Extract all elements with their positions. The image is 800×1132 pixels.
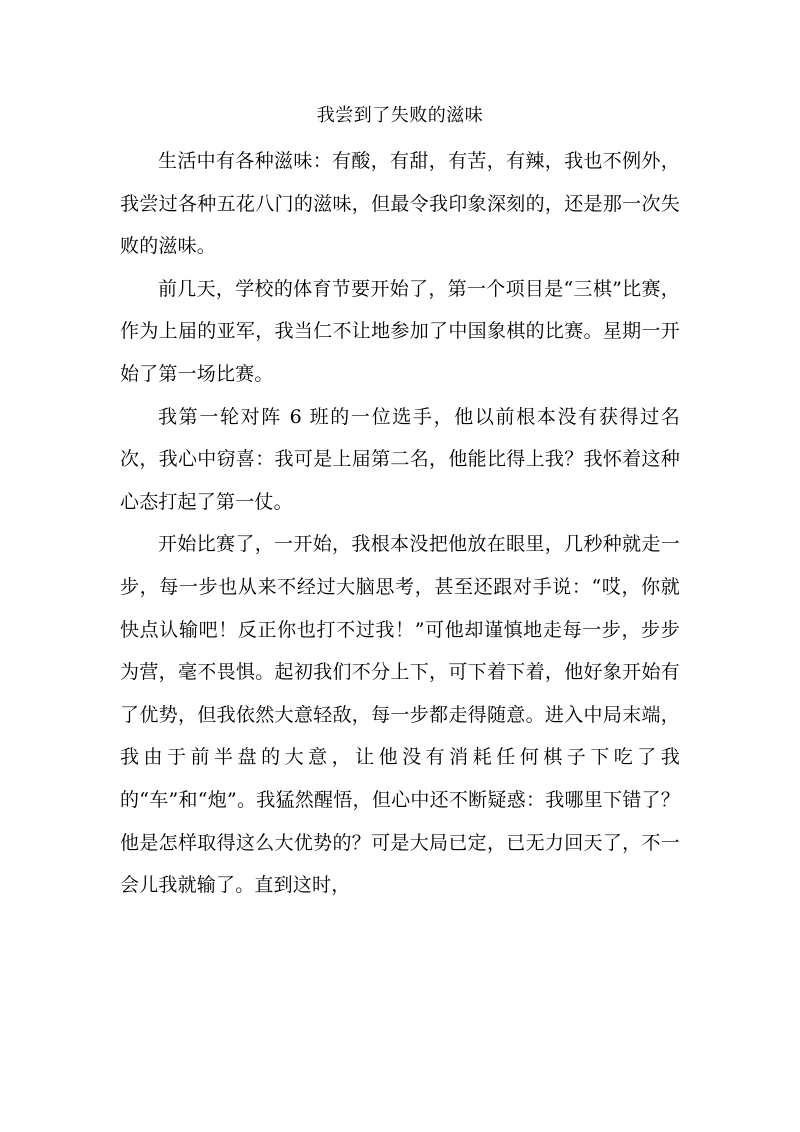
paragraph-1: 生活中有各种滋味：有酸，有甜，有苦，有辣，我也不例外，我尝过各种五花八门的滋味，但最令我印象深刻的，还是那一次失败的滋味。 — [120, 150, 680, 258]
document-title: 我尝到了失败的滋味 — [316, 105, 484, 126]
paragraph-2: 前几天，学校的体育节要开始了，第一个项目是“三棋”比赛，作为上届的亚军，我当仁不让地参加了中国象棋的比赛。星期一开始了第一场比赛。 — [120, 277, 680, 385]
paragraph-4: 开始比赛了，一开始，我根本没把他放在眼里，几秒种就走一步，每一步也从来不经过大脑思考，甚至还跟对手说：“哎，你就快点认输吧！反正你也打不过我！”可他却谨慎地走每一步，步步为营，毫不畏惧。起初我们不分上下，可下着下着，他好象开始有了优势，但我依然大意轻敌，每一步都走得随意。进入中局末端，我由于前半盘的大意，让他没有消耗任何棋子下吃了我的“车”和“炮”。我猛然醒悟，但心中还不断疑惑：我哪里下错了？他是怎样取得这么大优势的？可是大局已定，已无力回天了，不一会儿我就输了。直到这时， — [120, 533, 680, 897]
document-body — [120, 140, 680, 907]
paragraph-3: 我第一轮对阵 6 班的一位选手，他以前根本没有获得过名次，我心中窃喜：我可是上届第二名，他能比得上我？我怀着这种心态打起了第一仗。 — [120, 405, 680, 513]
